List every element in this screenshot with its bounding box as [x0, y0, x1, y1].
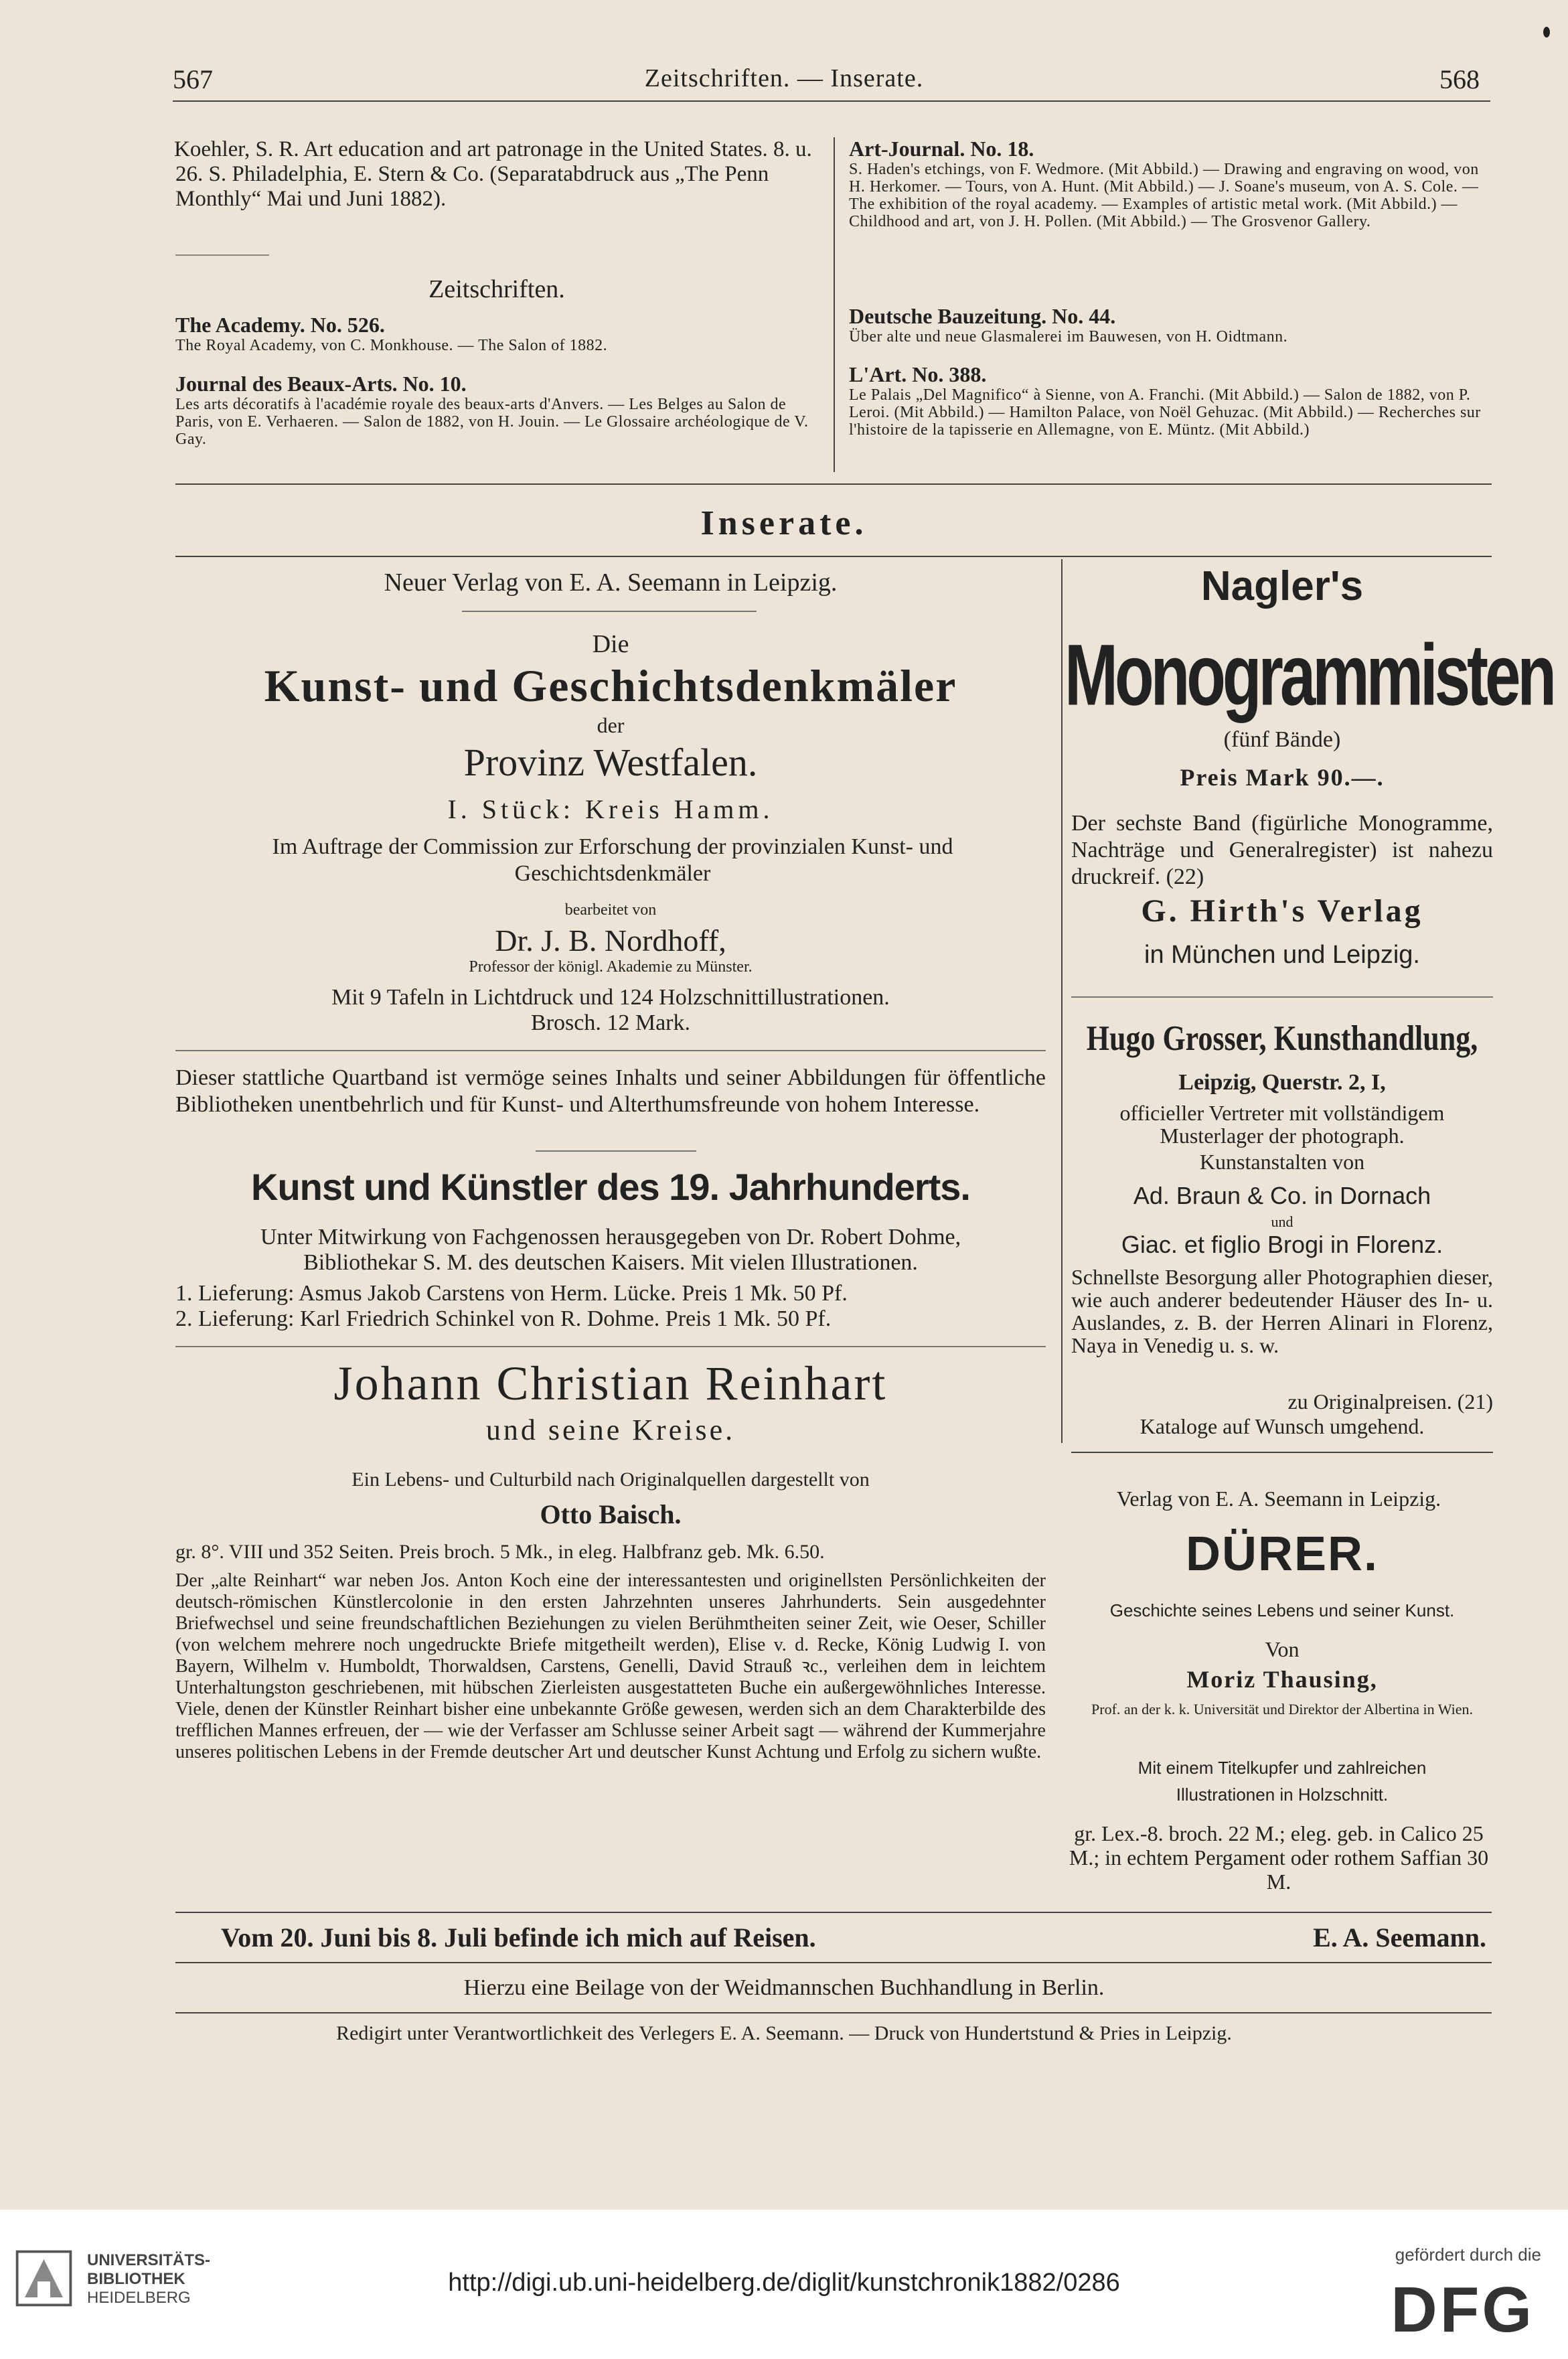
funded-by-caption: gefördert durch die: [1395, 2244, 1541, 2265]
academy-title: The Academy. No. 526.: [175, 313, 385, 337]
nagler-verlag: G. Hirth's Verlag: [1141, 893, 1423, 929]
nagler-city: in München und Leipzig.: [1144, 941, 1420, 969]
ink-speck: [1543, 27, 1550, 37]
grosser-und: und: [1271, 1213, 1293, 1230]
ad-rule: [175, 1050, 1046, 1051]
duerer-author-title: Prof. an der k. k. Universität und Direktor der Albertina in Wien.: [1091, 1701, 1473, 1718]
section-rule: [175, 483, 1492, 485]
travel-notice: Vom 20. Juni bis 8. Juli befinde ich mich auf Reisen.: [221, 1922, 816, 1953]
westfalen-desc: Dieser stattliche Quartband ist vermöge seines Inhalts und seiner Abbildungen für öffentliche Bibliotheken unentbehrlich und für Kunst- und Alterthumsfreunde von hohem Interesse.: [175, 1065, 1046, 1117]
page-number-left: 567: [173, 64, 213, 94]
nagler-desc: Der sechste Band (figürliche Monogramme, Nachträge und Generalregister) ist nahezu druckreif. (22): [1071, 811, 1493, 889]
running-title: Zeitschriften. — Inserate.: [644, 64, 924, 92]
westfalen-author: Dr. J. B. Nordhoff,: [495, 923, 726, 958]
duerer-illus: Mit einem Titelkupfer und zahlreichen Illustrationen in Holzschnitt.: [1138, 1758, 1427, 1805]
kunst19-line2: Bibliothekar S. M. des deutschen Kaisers. Mit vielen Illustrationen.: [303, 1250, 918, 1275]
grosser-catalog: Kataloge auf Wunsch umgehend.: [1140, 1414, 1425, 1438]
nagler-price: Preis Mark 90.—.: [1180, 764, 1385, 791]
beaux-arts-title: Journal des Beaux-Arts. No. 10.: [175, 372, 467, 396]
grosser-l1: officieller Vertreter mit vollständigem Musterlager der photograph.: [1119, 1101, 1445, 1148]
rule-above-travel: [175, 1912, 1492, 1913]
grosser-title: Hugo Grosser, Kunsthandlung,: [1086, 1018, 1478, 1058]
grosser-prices: zu Originalpreisen. (21): [1287, 1389, 1493, 1414]
header-rule: [173, 100, 1490, 102]
duerer-price: gr. Lex.-8. broch. 22 M.; eleg. geb. in Calico 25 M.; in echtem Pergament oder rothem Saffian 30 M.: [1069, 1821, 1489, 1894]
library-line-2: BIBLIOTHEK: [87, 2270, 185, 2288]
bauzeitung-text: Über alte und neue Glasmalerei im Bauwesen, von H. Oidtmann.: [849, 328, 1288, 346]
westfalen-bearbeitet: bearbeitet von: [564, 901, 657, 919]
rule-above-imprint: [175, 2012, 1492, 2013]
westfalen-auftrag: Im Auftrage der Commission zur Erforschung der provinzialen Kunst- und Geschichtsdenkmäler: [272, 834, 953, 886]
westfalen-publisher: Neuer Verlag von E. A. Seemann in Leipzig.: [384, 568, 838, 597]
kunst19-lief1: 1. Lieferung: Asmus Jakob Carstens von Herm. Lücke. Preis 1 Mk. 50 Pf.: [175, 1281, 848, 1306]
ad-rule: [1071, 1452, 1493, 1453]
reinhart-desc: Der „alte Reinhart“ war neben Jos. Anton Koch eine der interessantesten und originellsten Persönlichkeiten der deutsch-römischen Künstlercolonie in den ersten Jahrzehnten unseres Jahrhunderts. Sein ausgedehnter Briefwechsel und seine freundschaftlichen Beziehungen zu vielen Berühmtheiten seiner Zeit, wie Oeser, Schiller (von welchem mehrere noch ungedruckte Briefe mitgetheilt werden), Elise v. d. Recke, König Ludwig I. von Bayern, Wilhelm v. Humboldt, Thorwaldsen, Carstens, Genelli, David Strauß ꝛc., verleihen dem in leichtem Unterhaltungston geschriebenen, mit hübschen Zierleisten ausgestatteten Buche ein außergewöhnliches Interesse. Viele, denen der Künstler Reinhart bisher eine unbekannte Größe gewesen, werden sich an dem Charakterbilde des trefflichen Mannes erfreuen, der — wie der Verfasser am Schlusse seiner Arbeit sagt — während der Kummerjahre unseres politischen Lebens in der Fremde deutscher Art und deutscher Kunst Achtung und Erfolg zu sichern wußte.: [175, 1570, 1046, 1762]
bauzeitung-title: Deutsche Bauzeitung. No. 44.: [849, 304, 1116, 328]
beilage-notice: Hierzu eine Beilage von der Weidmannschen Buchhandlung in Berlin.: [463, 1975, 1105, 2000]
ad-column-divider: [1061, 559, 1063, 1443]
reinhart-line1: Ein Lebens- und Culturbild nach Originalquellen dargestellt von: [351, 1468, 870, 1491]
westfalen-author-title: Professor der königl. Akademie zu Münster.: [469, 958, 753, 976]
kunst19-line1: Unter Mitwirkung von Fachgenossen herausgegeben von Dr. Robert Dohme,: [260, 1225, 961, 1249]
nagler-title1: Nagler's: [1200, 563, 1364, 609]
reinhart-details: gr. 8°. VIII und 352 Seiten. Preis broch. 5 Mk., in eleg. Halbfranz geb. Mk. 6.50.: [175, 1541, 825, 1563]
reinhart-subtitle: und seine Kreise.: [485, 1414, 736, 1446]
dfg-logo: DFG: [1391, 2274, 1535, 2346]
koehler-entry: Koehler, S. R. Art education and art patronage in the United States. 8. u. 26. S. Philadelphia, E. Stern & Co. (Separatabdruck aus „The Penn Monthly“ Mai und Juni 1882).: [174, 137, 812, 211]
short-rule: [462, 611, 757, 612]
duerer-title: DÜRER.: [1185, 1527, 1379, 1581]
lart-text: Le Palais „Del Magnifico“ à Sienne, von A. Franchi. (Mit Abbild.) — Salon de 1882, von P. Leroi. (Mit Abbild.) — Hamilton Palace, von Noël Gehuzac. (Mit Abbild.) — Recherches sur l'histoire de la tapisserie en Allemagne, von E. Müntz. (Mit Abbild.): [849, 386, 1481, 439]
grosser-braun: Ad. Braun & Co. in Dornach: [1133, 1182, 1431, 1209]
westfalen-die: Die: [592, 630, 629, 658]
grosser-brogi: Giac. et figlio Brogi in Florenz.: [1121, 1231, 1443, 1258]
westfalen-stueck: I. Stück: Kreis Hamm.: [447, 794, 774, 824]
library-line-3: HEIDELBERG: [87, 2289, 191, 2307]
reinhart-title: Johann Christian Reinhart: [333, 1357, 888, 1410]
inserate-rule: [175, 556, 1492, 557]
ad-rule: [175, 1346, 1046, 1347]
duerer-subtitle: Geschichte seines Lebens und seiner Kunst.: [1109, 1600, 1455, 1620]
short-rule: [175, 254, 269, 256]
zeitschriften-heading: Zeitschriften.: [428, 275, 565, 303]
page-number-right: 568: [1439, 64, 1480, 94]
kunst19-title: Kunst und Künstler des 19. Jahrhunderts.: [251, 1166, 970, 1208]
imprint: Redigirt unter Verantwortlichkeit des Verlegers E. A. Seemann. — Druck von Hundertstund & Pries in Leipzig.: [336, 2022, 1232, 2044]
column-divider: [834, 137, 835, 472]
digitization-footer: [0, 2210, 1568, 2359]
grosser-desc: Schnellste Besorgung aller Photographien dieser, wie auch anderer bedeutender Häuser des In- u. Auslandes, z. B. der Herren Alinari in Florenz, Naya in Venedig u. s. w.: [1071, 1265, 1493, 1357]
academy-text: The Royal Academy, von C. Monkhouse. — The Salon of 1882.: [175, 337, 608, 354]
travel-signature: E. A. Seemann.: [1313, 1922, 1486, 1953]
westfalen-provinz: Provinz Westfalen.: [463, 741, 758, 784]
westfalen-der: der: [597, 713, 625, 737]
lart-title: L'Art. No. 388.: [849, 362, 987, 386]
westfalen-price: Brosch. 12 Mark.: [531, 1010, 690, 1035]
source-url-link[interactable]: http://digi.ub.uni-heidelberg.de/diglit/kunstchronik1882/0286: [448, 2269, 1120, 2297]
reinhart-author: Otto Baisch.: [540, 1499, 682, 1529]
rule-below-travel: [175, 1962, 1492, 1963]
library-line-1: UNIVERSITÄTS-: [87, 2251, 211, 2269]
grosser-l2: Kunstanstalten von: [1199, 1150, 1365, 1174]
westfalen-tafeln: Mit 9 Tafeln in Lichtdruck und 124 Holzschnittillustrationen.: [331, 985, 890, 1010]
duerer-author: Moriz Thausing,: [1186, 1666, 1378, 1693]
nagler-title2: Monogrammisten: [1065, 627, 1554, 724]
short-rule: [536, 1150, 696, 1152]
kunst19-lief2: 2. Lieferung: Karl Friedrich Schinkel von R. Dohme. Preis 1 Mk. 50 Pf.: [175, 1306, 832, 1331]
westfalen-title: Kunst- und Geschichtsdenkmäler: [264, 660, 957, 711]
grosser-address: Leipzig, Querstr. 2, I,: [1178, 1070, 1386, 1095]
art-journal-title: Art-Journal. No. 18.: [849, 137, 1034, 161]
art-journal-text: S. Haden's etchings, von F. Wedmore. (Mit Abbild.) — Drawing and engraving on wood, von H. Herkomer. — Tours, von A. Hunt. (Mit Abbild.) — J. Soane's museum, von A. S. Cole. — The exhibition of the royal academy. — Examples of artistic metal work. (Mit Abbild.) — Childhood and art, von J. H. Pollen. (Mit Abbild.) — The Grosvenor Gallery.: [849, 161, 1479, 230]
inserate-heading: Inserate.: [700, 504, 868, 542]
ad-rule: [1071, 996, 1493, 998]
beaux-arts-text: Les arts décoratifs à l'académie royale des beaux-arts d'Anvers. — Les Belges au Salon de Paris, von E. Verhaeren. — Salon de 1882, von H. Jouin. — Le Glossaire archéologique de V. Gay.: [175, 396, 809, 448]
duerer-von: Von: [1265, 1637, 1300, 1661]
duerer-publisher: Verlag von E. A. Seemann in Leipzig.: [1116, 1487, 1441, 1511]
nagler-baende: (fünf Bände): [1223, 727, 1341, 752]
